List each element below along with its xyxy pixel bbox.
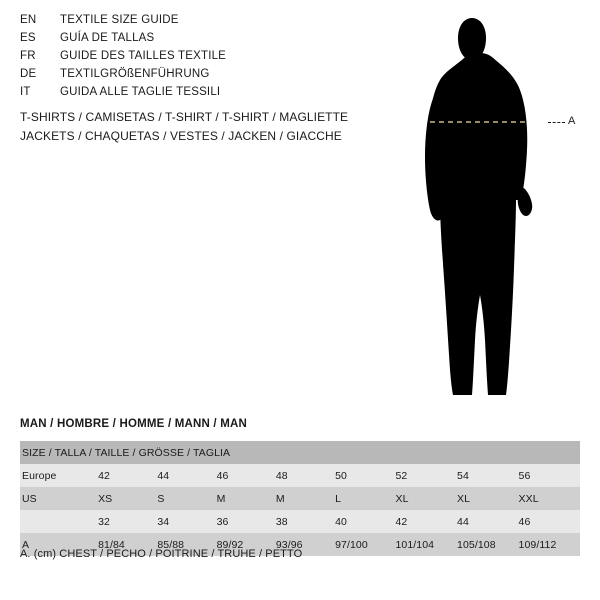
cell-value: 81/84 (98, 533, 157, 556)
cell-value: 97/100 (335, 533, 395, 556)
language-code: FR (20, 50, 36, 62)
language-text: TEXTILGRÖßENFÜHRUNG (60, 68, 210, 80)
cell-value: 36 (217, 510, 276, 533)
cell-value: 54 (457, 464, 519, 487)
language-text: TEXTILE SIZE GUIDE (60, 14, 179, 26)
language-row (20, 32, 360, 50)
cell-value: 42 (395, 510, 457, 533)
row-label: Europe (20, 464, 98, 487)
measure-point-label: A (568, 115, 576, 127)
cell-value: 34 (157, 510, 216, 533)
measure-leader-line (548, 122, 565, 123)
table-row (20, 487, 580, 510)
language-row (20, 68, 360, 86)
cell-value: 32 (98, 510, 157, 533)
cell-value: 85/88 (157, 533, 216, 556)
cell-value: 50 (335, 464, 395, 487)
language-text: GUIDA ALLE TAGLIE TESSILI (60, 86, 221, 98)
cell-value: L (335, 487, 395, 510)
table-row (20, 510, 580, 533)
language-text: GUÍA DE TALLAS (60, 32, 155, 44)
language-guide-block (20, 14, 360, 104)
language-code: EN (20, 14, 37, 26)
cell-value: 48 (276, 464, 335, 487)
cell-value: 38 (276, 510, 335, 533)
language-row (20, 14, 360, 32)
language-code: IT (20, 86, 31, 98)
male-silhouette-icon (400, 10, 600, 405)
category-block (20, 110, 420, 148)
language-code: DE (20, 68, 37, 80)
cell-value: M (276, 487, 335, 510)
size-table (20, 441, 580, 556)
cell-value: 44 (157, 464, 216, 487)
row-label (20, 510, 98, 533)
cell-value: XXL (519, 487, 580, 510)
cell-value: 105/108 (457, 533, 519, 556)
cell-value: 42 (98, 464, 157, 487)
cell-value: 52 (395, 464, 457, 487)
table-header-label: SIZE / TALLA / TAILLE / GRÖSSE / TAGLIA (20, 441, 580, 464)
language-row (20, 86, 360, 104)
table-row (20, 464, 580, 487)
category-line-tshirts: T-SHIRTS / CAMISETAS / T-SHIRT / T-SHIRT / MAGLIETTE (20, 110, 349, 124)
category-line-jackets: JACKETS / CHAQUETAS / VESTES / JACKEN / GIACCHE (20, 129, 342, 143)
footnote: A. (cm) CHEST / PECHO / POITRINE / TRUHE / PETTO (20, 548, 303, 560)
cell-value: 56 (519, 464, 580, 487)
cell-value: 44 (457, 510, 519, 533)
cell-value: 46 (217, 464, 276, 487)
language-row (20, 50, 360, 68)
cell-value: XS (98, 487, 157, 510)
language-code: ES (20, 32, 36, 44)
row-label: A (20, 533, 98, 556)
row-label: US (20, 487, 98, 510)
cell-value: XL (395, 487, 457, 510)
cell-value: M (217, 487, 276, 510)
figure-illustration (400, 10, 600, 405)
cell-value: 40 (335, 510, 395, 533)
cell-value: 89/92 (217, 533, 276, 556)
cell-value: XL (457, 487, 519, 510)
cell-value: 109/112 (519, 533, 580, 556)
language-text: GUIDE DES TAILLES TEXTILE (60, 50, 227, 62)
cell-value: S (157, 487, 216, 510)
table-title: MAN / HOMBRE / HOMME / MANN / MAN (20, 418, 248, 430)
cell-value: 101/104 (395, 533, 457, 556)
table-header-row (20, 441, 580, 464)
cell-value: 93/96 (276, 533, 335, 556)
cell-value: 46 (519, 510, 580, 533)
